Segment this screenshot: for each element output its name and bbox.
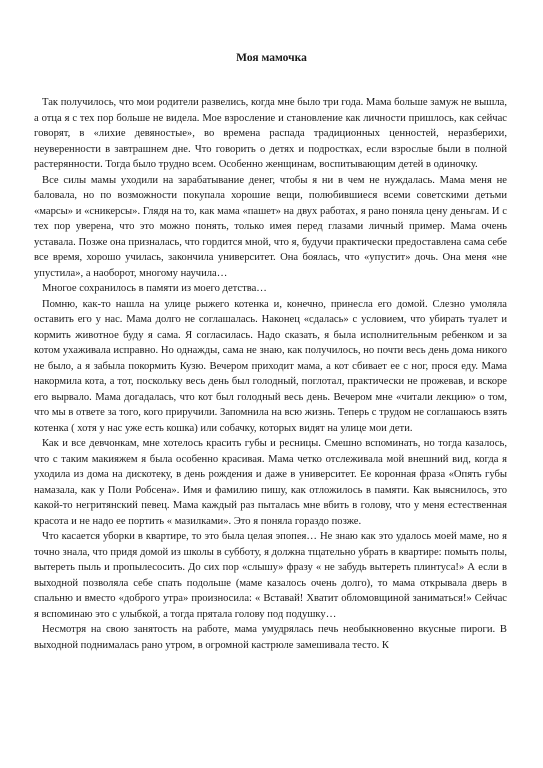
paragraph: Помню, как-то нашла на улице рыжего котенка и, конечно, принесла его домой. Слезно умоляла оставить его у нас. Мама долго не соглашалась. Наконец «сдалась» с условием, что убирать туалет и кормить животное буду я сама. Я согласилась. Надо сказать, я была исполнительным ребенком и за котом ухаживала исправно. Но однажды, сама не знаю, как получилось, но почти весь день дома никого не было, а я забыла покормить Кузю. Вечером приходит мама, а кот сбивает ее с ног, прося еду. Мама накормила кота, а тот, поскольку весь день был голодный, поглотал, практически не прожевав, и вскоре его вырвало. Мама догадалась, что кот был голодный весь день. Вечером мне «читали лекцию» о том, что мы в ответе за того, кого приручили. Запомнила на всю жизнь. Теперь с трудом не соглашаюсь взять котенка ( хотя у нас уже есть кошка) или собачку, которых видят на улице мои дети. [34,298,507,434]
page-title: Моя мамочка [236,52,307,64]
paragraph: Что касается уборки в квартире, то это была целая эпопея… Не знаю как это удалось моей маме, но я точно знала, что придя домой из школы в субботу, я должна тщательно убрать в квартире: помыть полы, вытереть пыль и пропылесосить. До сих пор «слышу» фразу « не забудь вытереть плинтуса!» А если в выходной позволяла себе спать подольше (маме казалось очень долго), то мама открывала дверь в спальню и вместо «доброго утра» произносила: « Вставай! Хватит обломовщиной заниматься!» Сейчас я вспоминаю это с улыбкой, а тогда прятала голову под подушку… [34,531,507,620]
paragraph: Все силы мамы уходили на зарабатывание денег, чтобы я ни в чем не нуждалась. Мама меня не баловала, но по возможности покупала хорошие вещи, полюбившиеся всеми советскими детьми «марсы» и «сникерсы». Глядя на то, как мама «пашет» на двух работах, я рано поняла цену деньгам. И с тех пор уверена, что это можно понять, только имея перед глазами личный пример. Мама очень уставала. Позже она призналась, что гордится мной, что я, будучи практически предоставлена сама себе все время, хорошо училась, закончила университет. Она боялась, что «упустит» дочь. Она меня «не упустила», а наоборот, многому научила… [34,174,507,279]
paragraph: Так получилось, что мои родители развелись, когда мне было три года. Мама больше замуж не вышла, а отца я с тех пор больше не видела. Мое взросление и становление как личности пришлось, как сейчас говорят, в «лихие девяностые», во времена распада традиционных ценностей, неразберихи, неуверенности в завтрашнем дне. Что говорить о детях и подростках, если взрослые были в полной растерянности. Тогда было трудно всем. Особенно женщинам, воспитывающим детей в одиночку. [34,97,507,170]
document-body [34,95,507,653]
paragraph: Как и все девчонкам, мне хотелось красить губы и ресницы. Смешно вспоминать, но тогда казалось, что с таким макияжем я была особенно красивая. Мама четко отслеживала мой внешний вид, когда я уходила из дома на дискотеку, в день рождения и даже в университет. Ее коронная фраза «Опять губы намазала, как у Поли Робсена». Имя и фамилию пишу, как отложилось в памяти. Как выяснилось, это какой-то негритянский певец. Мама каждый раз пыталась мне вбить в голову, что у меня естественная красота и не надо ее портить « мазилками». Это я поняла гораздо позже. [34,438,507,527]
paragraph: Несмотря на свою занятость на работе, мама умудрялась печь необыкновенно вкусные пироги. В выходной поднималась рано утром, в огромной кастрюле замешивала тесто. К [34,624,507,651]
paragraph: Многое сохранилось в памяти из моего детства… [42,283,267,294]
